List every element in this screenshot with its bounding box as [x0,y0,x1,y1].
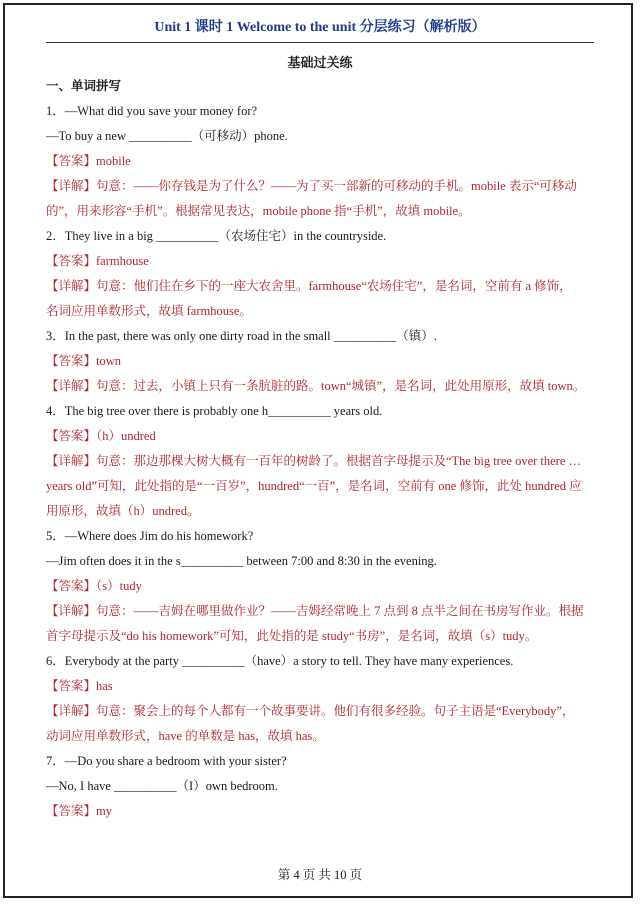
answer-line: 动词应用单数形式，have 的单数是 has，故填 has。 [46,729,325,743]
question-line: —Jim often does it in the s__________ between 7:00 and 8:30 in the evening. [46,554,437,568]
question-line: 4．The big tree over there is probably one h__________ years old. [46,404,383,418]
answer-line: 【答案】（h）undred [46,429,156,443]
answer-line: 用原形，故填（h）undred。 [46,504,200,518]
answer-line: 【答案】my [46,804,112,818]
exercise-lines [46,99,596,824]
answer-line: 【答案】farmhouse [46,254,149,268]
answer-line: 首字母提示及“do his homework”可知，此处指的是 study“书房”，是名词，故填（s）tudy。 [46,629,538,643]
question-line: 5．—Where does Jim do his homework? [46,529,254,543]
question-line: —To buy a new __________（可移动）phone. [46,129,288,143]
answer-line: 【详解】句意：过去，小镇上只有一条肮脏的路。town“城镇”，是名词，此处用原形，故填 town。 [46,379,586,393]
part-heading: 一、单词拼写 [46,79,122,93]
header-divider [46,42,594,43]
answer-line: 【答案】town [46,354,122,368]
answer-line: years old”可知，此处指的是“一百岁”，hundred“一百”，是名词，空前有 one 修饰，此处 hundred 应 [46,479,582,493]
answer-line: 【答案】mobile [46,154,131,168]
answer-line: 【详解】句意：——吉姆在哪里做作业？——吉姆经常晚上 7 点到 8 点半之间在书房写作业。根据 [46,604,584,618]
section-title: 基础过关练 [287,55,353,70]
answer-line: 的”，用来形容“手机”。根据常见表达，mobile phone 指“手机”，故填 mobile。 [46,204,471,218]
answer-line: 【答案】has [46,679,113,693]
answer-line: 【详解】句意：他们住在乡下的一座大农舍里。farmhouse“农场住宅”，是名词，空前有 a 修饰， [46,279,572,293]
answer-line: 【详解】句意：——你存钱是为了什么？——为了买一部新的可移动的手机。mobile 表示“可移动 [46,179,577,193]
answer-line: 【详解】句意：那边那棵大树大概有一百年的树龄了。根据首字母提示及“The big tree over there … [46,454,582,468]
answer-line: 【答案】（s）tudy [46,579,142,593]
exercise-content [46,74,596,824]
question-line: 6．Everybody at the party __________（have）a story to tell. They have many experiences. [46,654,514,668]
document-title: Unit 1 课时 1 Welcome to the unit 分层练习（解析版） [154,20,486,35]
question-line: 1．—What did you save your money for? [46,104,258,118]
question-line: 3．In the past, there was only one dirty road in the small __________（镇）. [46,329,437,343]
answer-line: 【详解】句意：聚会上的每个人都有一个故事要讲。他们有很多经验。句子主语是“Everybody”， [46,704,575,718]
page-number: 第 4 页 共 10 页 [277,868,363,882]
question-line: 2．They live in a big __________（农场住宅）in the countryside. [46,229,387,243]
answer-line: 名词应用单数形式，故填 farmhouse。 [46,304,252,318]
question-line: —No, I have __________（I）own bedroom. [46,779,278,793]
question-line: 7．—Do you share a bedroom with your sister? [46,754,287,768]
